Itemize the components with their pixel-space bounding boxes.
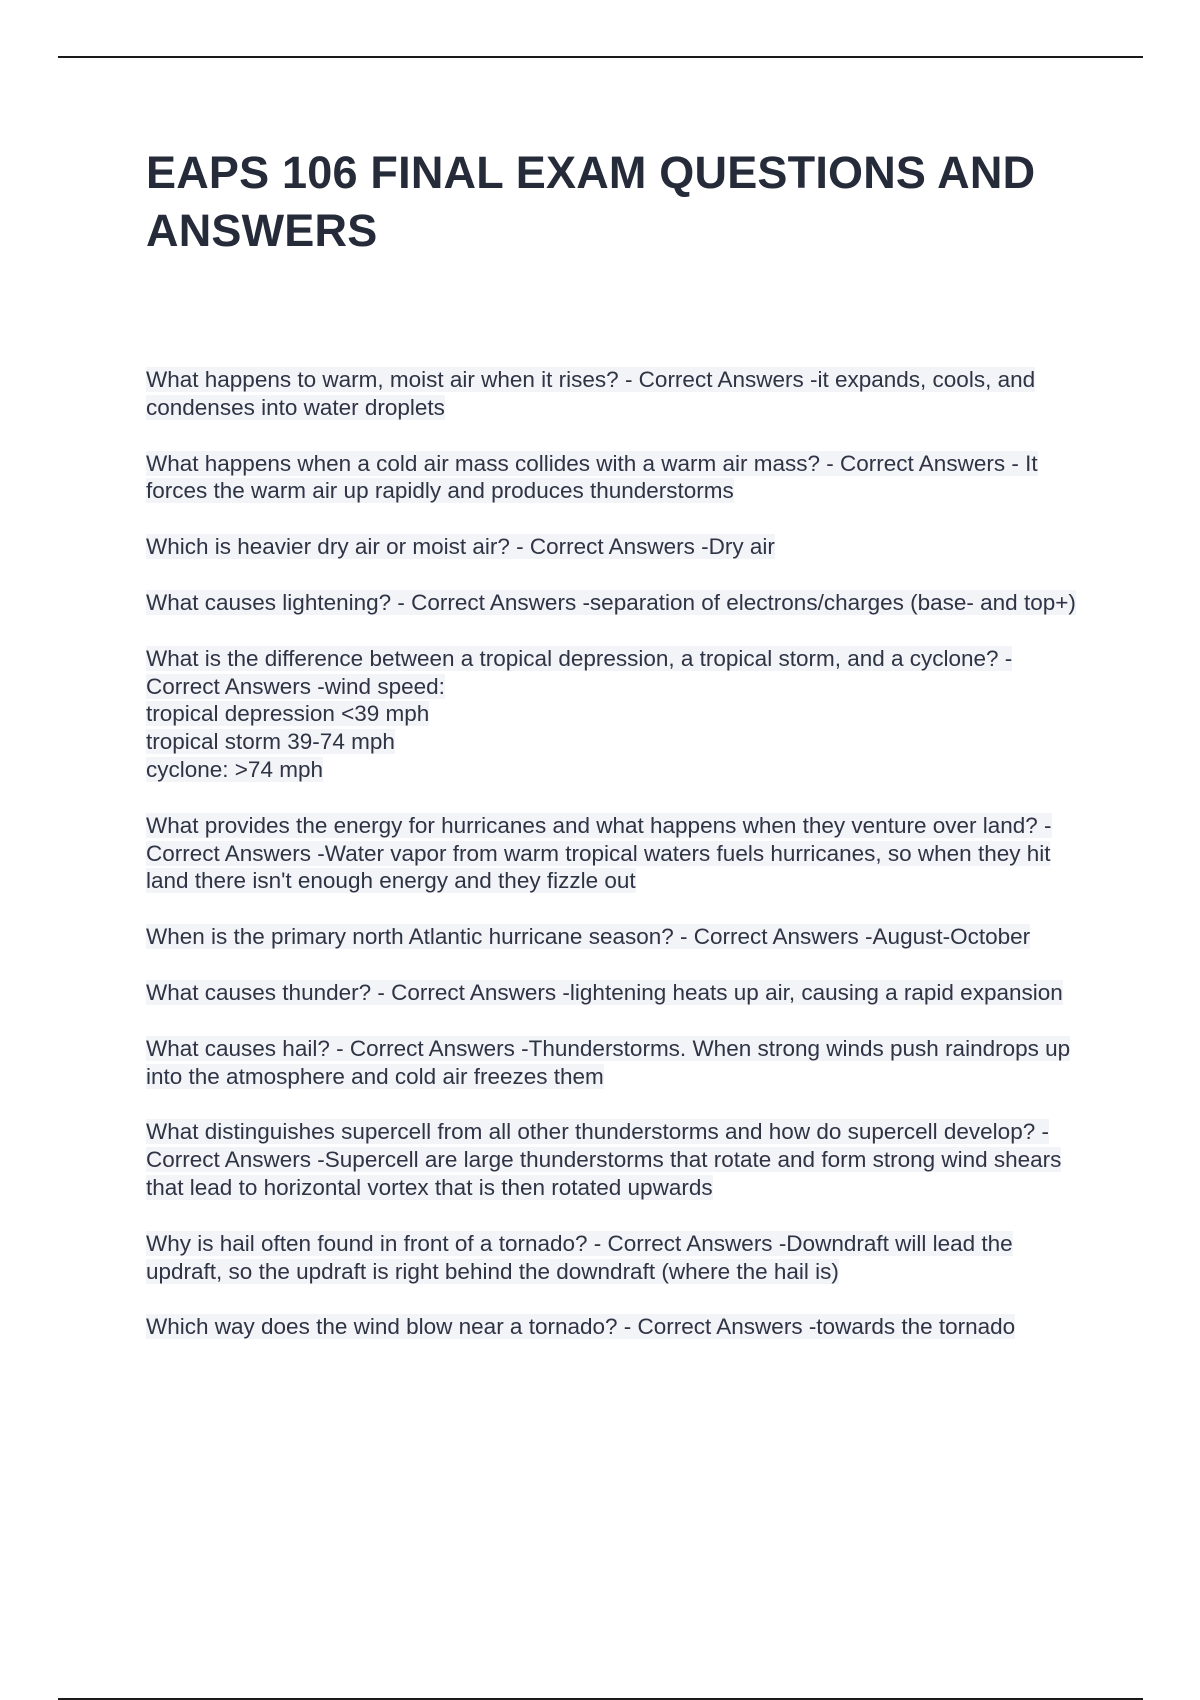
qa-text: Which is heavier dry air or moist air? - Correct Answers -Dry air [146, 534, 775, 560]
qa-item [146, 589, 1086, 617]
qa-text: What provides the energy for hurricanes and what happens when they venture over land? - Correct Answers -Water vapor from warm tropical waters fuels hurricanes, so when they hit land there isn't enough energy and they fizzle out [146, 812, 1052, 894]
qa-text: What causes hail? - Correct Answers -Thunderstorms. When strong winds push raindrops up into the atmosphere and cold air freezes them [146, 1035, 1071, 1089]
qa-item [146, 450, 1086, 506]
qa-text: What happens to warm, moist air when it rises? - Correct Answers -it expands, cools, and condenses into water droplets [146, 367, 1036, 420]
qa-item [146, 1230, 1086, 1286]
qa-text: What is the difference between a tropical depression, a tropical storm, and a cyclone? - Correct Answers -wind speed: tropical depression <39 mph tropical storm 39-74 mph cyclone: >74 mph [146, 645, 1013, 782]
qa-text: Which way does the wind blow near a tornado? - Correct Answers -towards the tornado [146, 1314, 1016, 1340]
qa-text: What causes lightening? - Correct Answers -separation of electrons/charges (base- and top+) [146, 589, 1076, 615]
qa-text: What distinguishes supercell from all other thunderstorms and how do supercell develop? - Correct Answers -Supercell are large thunderstorms that rotate and form strong wind shears that lead to horizontal vortex that is then rotated upwards [146, 1119, 1062, 1200]
qa-item [146, 1313, 1086, 1341]
qa-item [146, 979, 1086, 1007]
qa-item [146, 366, 1086, 422]
qa-item [146, 645, 1086, 784]
qa-item [146, 812, 1086, 895]
qa-item [146, 1118, 1086, 1201]
qa-text: Why is hail often found in front of a tornado? - Correct Answers -Downdraft will lead the updraft, so the updraft is right behind the downdraft (where the hail is) [146, 1230, 1013, 1284]
qa-item [146, 533, 1086, 561]
qa-item [146, 1035, 1086, 1091]
qa-list [146, 366, 1086, 1369]
qa-text: What happens when a cold air mass collides with a warm air mass? - Correct Answers - It forces the warm air up rapidly and produces thunderstorms [146, 450, 1038, 504]
qa-text: When is the primary north Atlantic hurricane season? - Correct Answers -August-October [146, 924, 1031, 950]
document-title: EAPS 106 FINAL EXAM QUESTIONS AND ANSWERS [146, 147, 1036, 256]
qa-text: What causes thunder? - Correct Answers -lightening heats up air, causing a rapid expansion [146, 979, 1063, 1005]
top-rule [58, 56, 1143, 58]
qa-item [146, 923, 1086, 951]
